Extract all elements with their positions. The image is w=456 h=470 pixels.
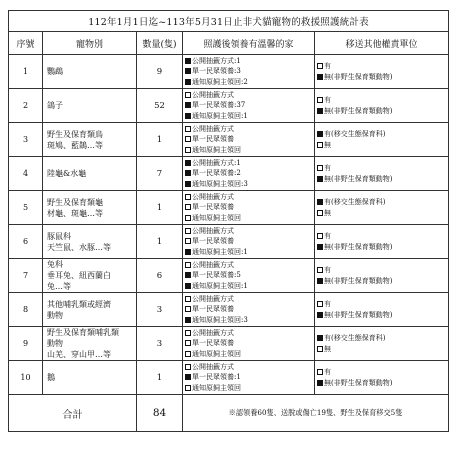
- checkbox-option-label: 有(移交生態保育科): [324, 334, 386, 342]
- checkbox-option-label: 單一民眾領養: [192, 339, 234, 348]
- transfer-unit-cell: [315, 361, 449, 395]
- checkbox-option: [317, 378, 448, 389]
- serial-number-cell: 2: [9, 89, 43, 123]
- unchecked-box-icon: [185, 147, 191, 153]
- unchecked-box-icon: [185, 215, 191, 221]
- quantity-cell: 1: [137, 225, 183, 259]
- checkbox-option-label: 公開抽籤方式: [192, 90, 234, 99]
- checkbox-option-label: 通知原飼主領回:1: [192, 247, 248, 256]
- checkbox-option: [317, 163, 448, 174]
- checkbox-option-label: 無(非野生保育類動物): [324, 310, 393, 319]
- checkbox-option: [185, 294, 314, 305]
- unchecked-box-icon: [185, 306, 191, 312]
- transfer-unit-cell: [315, 157, 449, 191]
- checkbox-option: [185, 304, 314, 315]
- checkbox-option: [185, 349, 314, 360]
- checkbox-option-label: 單一民眾領養:5: [192, 271, 241, 280]
- unchecked-box-icon: [185, 204, 191, 210]
- checkbox-option-label: 公開抽籤方式: [192, 328, 234, 337]
- pet-type-line: 野生及保育類龜: [47, 197, 103, 207]
- checkbox-option: [185, 66, 314, 77]
- pet-type-cell: [43, 259, 137, 293]
- checkbox-option: [185, 134, 314, 145]
- quantity-cell: 3: [137, 293, 183, 327]
- checkbox-option-label: 公開抽籤方式: [192, 226, 234, 235]
- unchecked-box-icon: [317, 346, 323, 352]
- unchecked-box-icon: [185, 351, 191, 357]
- serial-number-cell: 6: [9, 225, 43, 259]
- pet-type-line: 垂耳兔、紐西蘭白: [47, 271, 111, 280]
- checkbox-option: [185, 270, 314, 281]
- unchecked-box-icon: [185, 194, 191, 200]
- checkbox-option-label: 有: [324, 96, 331, 104]
- checkbox-option: [185, 328, 314, 339]
- pet-type-line: 斑鳩、藍鵲…等: [47, 140, 103, 150]
- serial-number-cell: 9: [9, 327, 43, 361]
- unchecked-box-icon: [185, 330, 191, 336]
- checked-box-icon: [185, 249, 191, 255]
- unchecked-box-icon: [317, 369, 323, 375]
- pet-type-cell: [43, 293, 137, 327]
- checkbox-option: [185, 338, 314, 349]
- checkbox-option: [317, 95, 448, 106]
- adoption-care-cell: [183, 293, 315, 327]
- adoption-care-cell: [183, 191, 315, 225]
- checkbox-option: [317, 106, 448, 117]
- checkbox-option-label: 公開抽籤方式: [192, 192, 234, 201]
- checked-box-icon: [317, 335, 323, 341]
- checkbox-option-label: 有(移交生態保育科): [324, 198, 386, 206]
- checkbox-option: [185, 124, 314, 135]
- checkbox-option-label: 公開抽籤方式:1: [192, 158, 241, 167]
- checked-box-icon: [317, 312, 323, 318]
- pet-type-line: 兔…等: [47, 282, 71, 291]
- total-label: 合計: [9, 395, 137, 432]
- checkbox-option-label: 有: [324, 232, 331, 240]
- checked-box-icon: [185, 160, 191, 166]
- table-row: [9, 327, 449, 361]
- statistics-sheet: [8, 10, 448, 432]
- checkbox-option: [317, 276, 448, 287]
- pet-type-line: 野生及保育類哺乳類: [47, 328, 119, 337]
- checkbox-option: [185, 247, 314, 258]
- checkbox-option-label: 公開抽籤方式: [192, 294, 234, 303]
- pet-type-line: 鵝: [47, 373, 55, 382]
- checkbox-option-label: 無: [324, 140, 331, 149]
- checkbox-option-label: 公開抽籤方式: [192, 362, 234, 371]
- checkbox-option: [317, 344, 448, 355]
- checkbox-option-label: 有: [324, 266, 331, 274]
- checkbox-option: [185, 111, 314, 122]
- checkbox-option: [185, 315, 314, 326]
- unchecked-box-icon: [185, 385, 191, 391]
- adoption-care-cell: [183, 361, 315, 395]
- checkbox-option-label: 無: [324, 344, 331, 353]
- checked-box-icon: [185, 102, 191, 108]
- unchecked-box-icon: [317, 233, 323, 239]
- table-row: [9, 191, 449, 225]
- checkbox-option-label: 通知原飼主領回: [192, 145, 241, 154]
- quantity-cell: 1: [137, 361, 183, 395]
- quantity-cell: 1: [137, 191, 183, 225]
- serial-number-cell: 7: [9, 259, 43, 293]
- pet-type-line: 鸚鵡: [47, 67, 63, 76]
- checkbox-option-label: 無(非野生保育類動物): [324, 276, 393, 285]
- table-row: [9, 157, 449, 191]
- header-pet-type: 寵物別: [43, 32, 137, 55]
- pet-type-cell: [43, 55, 137, 89]
- checked-box-icon: [185, 170, 191, 176]
- checkbox-option-label: 公開抽籤方式:1: [192, 56, 241, 65]
- serial-number-cell: 1: [9, 55, 43, 89]
- unchecked-box-icon: [185, 126, 191, 132]
- checkbox-option-label: 有: [324, 164, 331, 172]
- pet-type-cell: [43, 89, 137, 123]
- checkbox-option-label: 通知原飼主領回: [192, 349, 241, 358]
- checkbox-option-label: 通知原飼主領回:3: [192, 179, 248, 188]
- unchecked-box-icon: [185, 262, 191, 268]
- checkbox-option: [185, 202, 314, 213]
- quantity-cell: 6: [137, 259, 183, 293]
- transfer-unit-cell: [315, 123, 449, 157]
- unchecked-box-icon: [185, 92, 191, 98]
- checkbox-option-label: 有: [324, 368, 331, 376]
- checkbox-option: [317, 333, 448, 344]
- header-transfer-other-unit: 移送其他權責單位: [315, 32, 449, 55]
- transfer-unit-cell: [315, 225, 449, 259]
- table-row: [9, 123, 449, 157]
- checkbox-option: [317, 72, 448, 83]
- checkbox-option: [185, 260, 314, 271]
- table-row: [9, 55, 449, 89]
- adoption-care-cell: [183, 259, 315, 293]
- checked-box-icon: [185, 283, 191, 289]
- checkbox-option-label: 無(非野生保育類動物): [324, 378, 393, 387]
- pet-type-line: 豚鼠科: [47, 231, 71, 241]
- unchecked-box-icon: [185, 238, 191, 244]
- checked-box-icon: [185, 113, 191, 119]
- checked-box-icon: [317, 108, 323, 114]
- checked-box-icon: [317, 278, 323, 284]
- unchecked-box-icon: [317, 301, 323, 307]
- serial-number-cell: 5: [9, 191, 43, 225]
- unchecked-box-icon: [185, 340, 191, 346]
- checkbox-option: [185, 145, 314, 156]
- checkbox-option: [185, 383, 314, 394]
- checked-box-icon: [185, 79, 191, 85]
- checkbox-option-label: 通知原飼主領回:2: [192, 77, 248, 86]
- checkbox-option-label: 無(非野生保育類動物): [324, 72, 393, 81]
- total-count: 84: [137, 395, 183, 432]
- checkbox-option: [317, 208, 448, 219]
- checked-box-icon: [185, 272, 191, 278]
- quantity-cell: 52: [137, 89, 183, 123]
- quantity-cell: 9: [137, 55, 183, 89]
- pet-type-line: 山羌、穿山甲…等: [47, 350, 111, 359]
- checkbox-option: [317, 310, 448, 321]
- checkbox-option-label: 單一民眾領養:1: [192, 373, 241, 382]
- checkbox-option: [317, 265, 448, 276]
- checkbox-option: [185, 56, 314, 67]
- checkbox-option-label: 公開抽籤方式: [192, 260, 234, 269]
- checkbox-option: [317, 140, 448, 151]
- adoption-care-cell: [183, 89, 315, 123]
- checkbox-option: [185, 362, 314, 373]
- pet-type-line: 野生及保育類鳥: [47, 129, 103, 139]
- checked-box-icon: [317, 380, 323, 386]
- checkbox-option-label: 無(非野生保育類動物): [324, 242, 393, 251]
- table-row: [9, 293, 449, 327]
- checkbox-option: [185, 372, 314, 383]
- pet-type-line: 材龜、斑龜…等: [47, 208, 103, 218]
- table-row: [9, 225, 449, 259]
- unchecked-box-icon: [317, 97, 323, 103]
- quantity-cell: 1: [137, 123, 183, 157]
- total-row: [9, 395, 449, 432]
- checked-box-icon: [185, 181, 191, 187]
- unchecked-box-icon: [317, 267, 323, 273]
- adoption-care-cell: [183, 327, 315, 361]
- checkbox-option-label: 通知原飼主領回:1: [192, 281, 248, 290]
- pet-type-cell: [43, 327, 137, 361]
- transfer-unit-cell: [315, 259, 449, 293]
- checkbox-option-label: 單一民眾領養:37: [192, 101, 246, 110]
- checked-box-icon: [317, 131, 323, 137]
- checkbox-option: [185, 100, 314, 111]
- checkbox-option: [317, 299, 448, 310]
- checkbox-option: [185, 168, 314, 179]
- pet-type-cell: [43, 157, 137, 191]
- checkbox-option: [185, 179, 314, 190]
- checkbox-option: [185, 158, 314, 169]
- unchecked-box-icon: [185, 364, 191, 370]
- adoption-care-cell: [183, 55, 315, 89]
- checkbox-option-label: 通知原飼主領回: [192, 213, 241, 222]
- checkbox-option-label: 單一民眾領養: [192, 203, 234, 212]
- checkbox-option-label: 通知原飼主領回:1: [192, 111, 248, 120]
- adoption-care-cell: [183, 157, 315, 191]
- transfer-unit-cell: [315, 327, 449, 361]
- checked-box-icon: [185, 317, 191, 323]
- checked-box-icon: [317, 244, 323, 250]
- checked-box-icon: [185, 58, 191, 64]
- checkbox-option-label: 無: [324, 208, 331, 217]
- table-row: [9, 259, 449, 293]
- checkbox-option: [317, 174, 448, 185]
- checkbox-option-label: 無(非野生保育類動物): [324, 174, 393, 183]
- rescue-statistics-table: [8, 10, 449, 432]
- checkbox-option-label: 通知原飼主領回:3: [192, 315, 248, 324]
- pet-type-line: 天竺鼠、水豚…等: [47, 242, 111, 252]
- checkbox-option-label: 無(非野生保育類動物): [324, 106, 393, 115]
- unchecked-box-icon: [317, 63, 323, 69]
- header-adoption-care: 照護後領養有溫馨的家: [183, 32, 315, 55]
- checkbox-option-label: 公開抽籤方式: [192, 124, 234, 133]
- serial-number-cell: 8: [9, 293, 43, 327]
- unchecked-box-icon: [185, 228, 191, 234]
- checkbox-option: [185, 192, 314, 203]
- unchecked-box-icon: [185, 136, 191, 142]
- pet-type-cell: [43, 123, 137, 157]
- serial-number-cell: 4: [9, 157, 43, 191]
- table-row: [9, 89, 449, 123]
- checked-box-icon: [317, 199, 323, 205]
- serial-number-cell: 3: [9, 123, 43, 157]
- checkbox-option: [317, 61, 448, 72]
- pet-type-cell: [43, 225, 137, 259]
- pet-type-line: 陸龜&水龜: [47, 169, 87, 178]
- quantity-cell: 3: [137, 327, 183, 361]
- checkbox-option: [185, 226, 314, 237]
- unchecked-box-icon: [185, 296, 191, 302]
- pet-type-line: 兔科: [47, 260, 63, 269]
- header-serial-number: 序號: [9, 32, 43, 55]
- transfer-unit-cell: [315, 191, 449, 225]
- transfer-unit-cell: [315, 293, 449, 327]
- transfer-unit-cell: [315, 89, 449, 123]
- transfer-unit-cell: [315, 55, 449, 89]
- checkbox-option-label: 有(移交生態保育科): [324, 130, 386, 138]
- checkbox-option-label: 單一民眾領養: [192, 237, 234, 246]
- pet-type-line: 鴿子: [47, 101, 63, 110]
- header-quantity: 數量(隻): [137, 32, 183, 55]
- table-title: 112年1月1日迄~113年5月31日止非犬貓寵物的救援照護統計表: [9, 11, 449, 32]
- pet-type-cell: [43, 191, 137, 225]
- checkbox-option: [185, 281, 314, 292]
- checked-box-icon: [317, 176, 323, 182]
- checkbox-option: [185, 77, 314, 88]
- checkbox-option-label: 有: [324, 300, 331, 308]
- checkbox-option: [185, 236, 314, 247]
- checkbox-option: [317, 129, 448, 140]
- checkbox-option: [185, 90, 314, 101]
- checkbox-option-label: 單一民眾領養: [192, 135, 234, 144]
- adoption-care-cell: [183, 123, 315, 157]
- checkbox-option: [317, 242, 448, 253]
- checkbox-option-label: 有: [324, 62, 331, 70]
- pet-type-cell: [43, 361, 137, 395]
- checkbox-option-label: 單一民眾領養: [192, 305, 234, 314]
- checkbox-option: [317, 367, 448, 378]
- checked-box-icon: [185, 374, 191, 380]
- checkbox-option-label: 單一民眾領養:3: [192, 67, 241, 76]
- checkbox-option-label: 單一民眾領養:2: [192, 169, 241, 178]
- checked-box-icon: [185, 68, 191, 74]
- pet-type-line: 動物: [47, 339, 63, 348]
- unchecked-box-icon: [317, 210, 323, 216]
- unchecked-box-icon: [317, 142, 323, 148]
- checked-box-icon: [317, 74, 323, 80]
- table-row: [9, 361, 449, 395]
- serial-number-cell: 10: [9, 361, 43, 395]
- pet-type-line: 其他哺乳類或經濟: [47, 299, 111, 309]
- unchecked-box-icon: [317, 165, 323, 171]
- quantity-cell: 7: [137, 157, 183, 191]
- checkbox-option-label: 通知原飼主領回: [192, 383, 241, 392]
- adoption-care-cell: [183, 225, 315, 259]
- checkbox-option: [317, 197, 448, 208]
- total-note: ※認領養60隻、送脫或傷亡19隻、野生及保育移交5隻: [183, 395, 449, 432]
- pet-type-line: 動物: [47, 310, 63, 320]
- checkbox-option: [317, 231, 448, 242]
- checkbox-option: [185, 213, 314, 224]
